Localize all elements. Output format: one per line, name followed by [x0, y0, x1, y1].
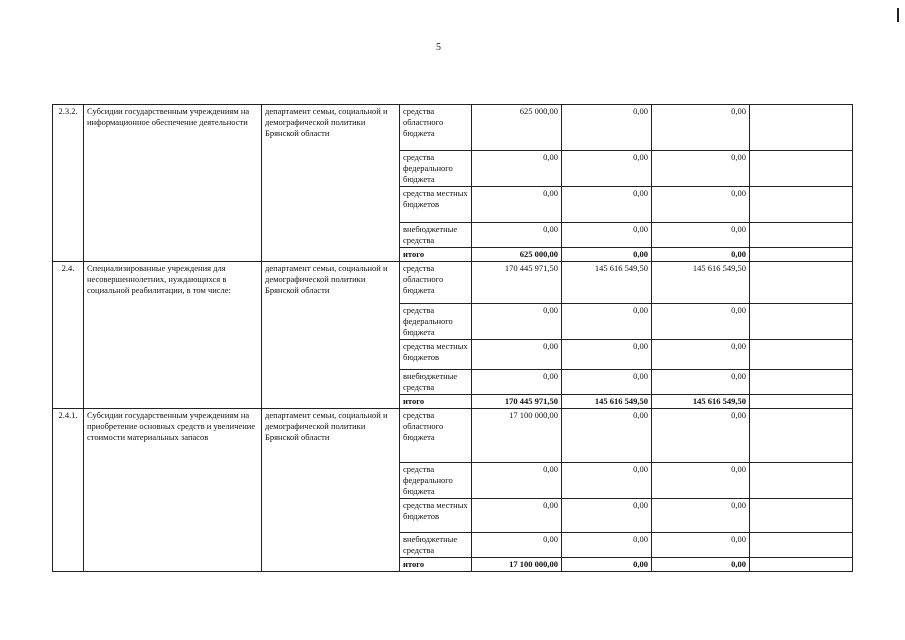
amount-year-2: 0,00 — [562, 340, 652, 370]
table-row — [53, 409, 853, 463]
table-row — [53, 105, 853, 151]
funding-source: внебюджетные средства — [400, 223, 472, 248]
table-row — [53, 262, 853, 304]
item-executor: департамент семьи, социальной и демографической политики Брянской области — [262, 262, 400, 409]
amount-year-2: 0,00 — [562, 187, 652, 223]
amount-year-2: 0,00 — [562, 370, 652, 395]
item-title: Субсидии государственным учреждениям на информационное обеспечение деятельности — [84, 105, 262, 262]
item-title: Специализированные учреждения для несовершеннолетних, нуждающихся в социальной реабилитации, в том числе: — [84, 262, 262, 409]
budget-table — [52, 104, 853, 572]
item-number: 2.4. — [53, 262, 84, 409]
item-executor: департамент семьи, социальной и демографической политики Брянской области — [262, 409, 400, 572]
item-number: 2.3.2. — [53, 105, 84, 262]
empty-cell — [750, 187, 853, 223]
funding-source: средства федерального бюджета — [400, 463, 472, 499]
empty-cell — [750, 262, 853, 304]
amount-year-2: 0,00 — [562, 533, 652, 558]
empty-cell — [750, 105, 853, 151]
amount-year-1: 0,00 — [472, 151, 562, 187]
total-year-1: 17 100 000,00 — [472, 558, 562, 572]
empty-cell — [750, 304, 853, 340]
total-year-2: 0,00 — [562, 558, 652, 572]
total-year-1: 170 445 971,50 — [472, 395, 562, 409]
funding-source: средства областного бюджета — [400, 409, 472, 463]
amount-year-1: 0,00 — [472, 499, 562, 533]
total-year-3: 0,00 — [652, 558, 750, 572]
funding-source: средства областного бюджета — [400, 105, 472, 151]
empty-cell — [750, 395, 853, 409]
amount-year-2: 0,00 — [562, 409, 652, 463]
page-number: 5 — [436, 42, 441, 53]
amount-year-3: 0,00 — [652, 499, 750, 533]
empty-cell — [750, 499, 853, 533]
funding-source: средства федерального бюджета — [400, 151, 472, 187]
amount-year-2: 0,00 — [562, 223, 652, 248]
amount-year-3: 0,00 — [652, 151, 750, 187]
amount-year-3: 0,00 — [652, 105, 750, 151]
amount-year-2: 145 616 549,50 — [562, 262, 652, 304]
funding-source: внебюджетные средства — [400, 533, 472, 558]
amount-year-3: 0,00 — [652, 463, 750, 499]
amount-year-1: 625 000,00 — [472, 105, 562, 151]
total-label: итого — [400, 558, 472, 572]
total-year-3: 145 616 549,50 — [652, 395, 750, 409]
total-year-2: 145 616 549,50 — [562, 395, 652, 409]
empty-cell — [750, 370, 853, 395]
empty-cell — [750, 533, 853, 558]
amount-year-1: 0,00 — [472, 340, 562, 370]
amount-year-1: 0,00 — [472, 187, 562, 223]
item-executor: департамент семьи, социальной и демографической политики Брянской области — [262, 105, 400, 262]
funding-source: средства местных бюджетов — [400, 499, 472, 533]
amount-year-3: 0,00 — [652, 223, 750, 248]
amount-year-2: 0,00 — [562, 105, 652, 151]
amount-year-1: 17 100 000,00 — [472, 409, 562, 463]
amount-year-2: 0,00 — [562, 151, 652, 187]
amount-year-3: 0,00 — [652, 533, 750, 558]
amount-year-1: 0,00 — [472, 463, 562, 499]
amount-year-3: 145 616 549,50 — [652, 262, 750, 304]
total-label: итого — [400, 248, 472, 262]
total-year-1: 625 000,00 — [472, 248, 562, 262]
empty-cell — [750, 223, 853, 248]
amount-year-2: 0,00 — [562, 304, 652, 340]
item-title: Субсидии государственным учреждениям на приобретение основных средств и увеличение стоимости материальных запасов — [84, 409, 262, 572]
total-year-2: 0,00 — [562, 248, 652, 262]
amount-year-2: 0,00 — [562, 463, 652, 499]
empty-cell — [750, 558, 853, 572]
amount-year-3: 0,00 — [652, 370, 750, 395]
amount-year-1: 0,00 — [472, 304, 562, 340]
amount-year-3: 0,00 — [652, 409, 750, 463]
empty-cell — [750, 463, 853, 499]
scan-mark — [897, 8, 899, 22]
funding-source: внебюджетные средства — [400, 370, 472, 395]
funding-source: средства местных бюджетов — [400, 340, 472, 370]
item-number: 2.4.1. — [53, 409, 84, 572]
amount-year-3: 0,00 — [652, 187, 750, 223]
funding-source: средства федерального бюджета — [400, 304, 472, 340]
total-label: итого — [400, 395, 472, 409]
amount-year-1: 0,00 — [472, 370, 562, 395]
amount-year-1: 170 445 971,50 — [472, 262, 562, 304]
amount-year-2: 0,00 — [562, 499, 652, 533]
empty-cell — [750, 248, 853, 262]
empty-cell — [750, 409, 853, 463]
amount-year-1: 0,00 — [472, 223, 562, 248]
amount-year-1: 0,00 — [472, 533, 562, 558]
amount-year-3: 0,00 — [652, 340, 750, 370]
amount-year-3: 0,00 — [652, 304, 750, 340]
funding-source: средства областного бюджета — [400, 262, 472, 304]
total-year-3: 0,00 — [652, 248, 750, 262]
funding-source: средства местных бюджетов — [400, 187, 472, 223]
empty-cell — [750, 340, 853, 370]
empty-cell — [750, 151, 853, 187]
